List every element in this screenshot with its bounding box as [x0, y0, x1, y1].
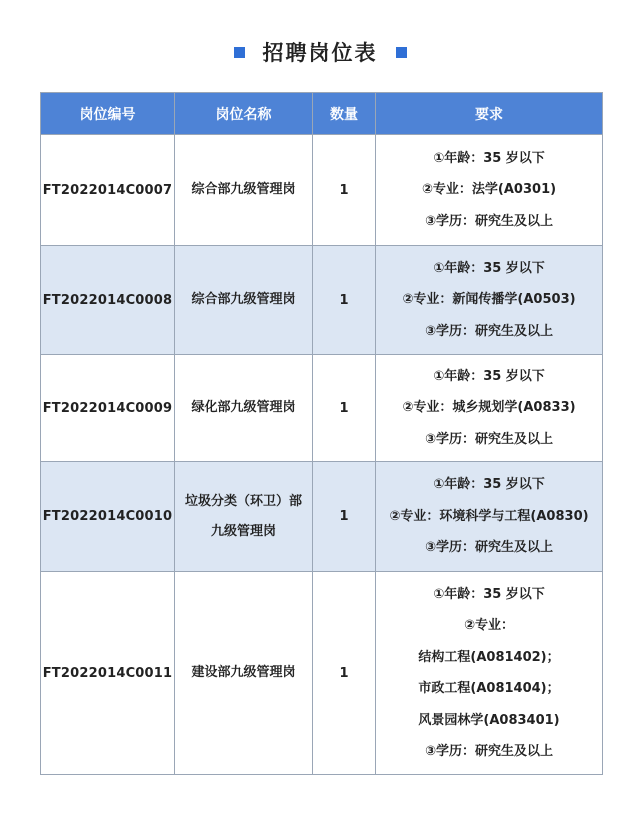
- title-bar: [0, 30, 640, 74]
- position-name: [175, 462, 313, 572]
- table-header-row: [41, 93, 603, 135]
- position-requirements: [376, 572, 603, 775]
- requirement-line: 风景园林学(A083401): [418, 712, 560, 728]
- position-requirements: [376, 462, 603, 572]
- header-requirements: 要求: [376, 93, 603, 135]
- requirement-line: 市政工程(A081404)；: [418, 681, 560, 696]
- header-position-code: 岗位编号: [41, 93, 175, 135]
- position-name-line: 建设部九级管理岗: [191, 665, 296, 680]
- requirement-line: ③学历：研究生及以上: [424, 213, 553, 229]
- position-code: FT2022014C0011: [41, 572, 175, 775]
- job-positions-table: [40, 92, 603, 775]
- position-name: [175, 135, 313, 246]
- page-title: 招聘岗位表: [262, 41, 378, 65]
- title-right-square-icon: [396, 47, 407, 58]
- position-count: 1: [313, 462, 376, 572]
- position-code: FT2022014C0009: [41, 355, 175, 462]
- requirement-line: ①年龄：35 岁以下: [433, 477, 545, 493]
- title-left-square-icon: [234, 47, 245, 58]
- position-code: FT2022014C0010: [41, 462, 175, 572]
- position-count: 1: [313, 572, 376, 775]
- position-requirements: [376, 355, 603, 462]
- requirement-line: ②专业：法学(A0301): [421, 182, 557, 198]
- header-count: 数量: [313, 93, 376, 135]
- requirement-line: ③学历：研究生及以上: [424, 323, 553, 339]
- position-name-line: 综合部九级管理岗: [191, 182, 296, 197]
- position-count: 1: [313, 135, 376, 246]
- position-name-line: 九级管理岗: [210, 523, 276, 539]
- position-requirements: [376, 246, 603, 355]
- position-name: [175, 355, 313, 462]
- position-code: FT2022014C0008: [41, 246, 175, 355]
- requirement-line: ①年龄：35 岁以下: [433, 368, 545, 384]
- table-row: [41, 355, 603, 462]
- requirement-line: ②专业：城乡规划学(A0833): [402, 400, 576, 416]
- position-name-line: 绿化部九级管理岗: [191, 400, 296, 415]
- position-name: [175, 246, 313, 355]
- position-code: FT2022014C0007: [41, 135, 175, 246]
- requirement-line: ①年龄：35 岁以下: [433, 150, 545, 166]
- requirement-line: ③学历：研究生及以上: [424, 540, 553, 556]
- position-name-line: 垃圾分类（环卫）部: [184, 493, 302, 509]
- requirement-line: ①年龄：35 岁以下: [433, 260, 545, 276]
- position-name: [175, 572, 313, 775]
- requirement-line: ②专业：: [463, 618, 514, 633]
- table-row: [41, 246, 603, 355]
- requirement-line: 结构工程(A081402)；: [418, 649, 560, 665]
- position-requirements: [376, 135, 603, 246]
- table-row: [41, 462, 603, 572]
- requirement-line: ②专业：环境科学与工程(A0830): [389, 508, 589, 524]
- position-name-line: 综合部九级管理岗: [191, 292, 296, 307]
- requirement-line: ②专业：新闻传播学(A0503): [402, 292, 576, 308]
- requirement-line: ③学历：研究生及以上: [424, 431, 553, 447]
- table-row: [41, 572, 603, 775]
- table-row: [41, 135, 603, 246]
- position-count: 1: [313, 246, 376, 355]
- header-position-name: 岗位名称: [175, 93, 313, 135]
- requirement-line: ①年龄：35 岁以下: [433, 586, 545, 602]
- requirement-line: ③学历：研究生及以上: [424, 744, 553, 759]
- position-count: 1: [313, 355, 376, 462]
